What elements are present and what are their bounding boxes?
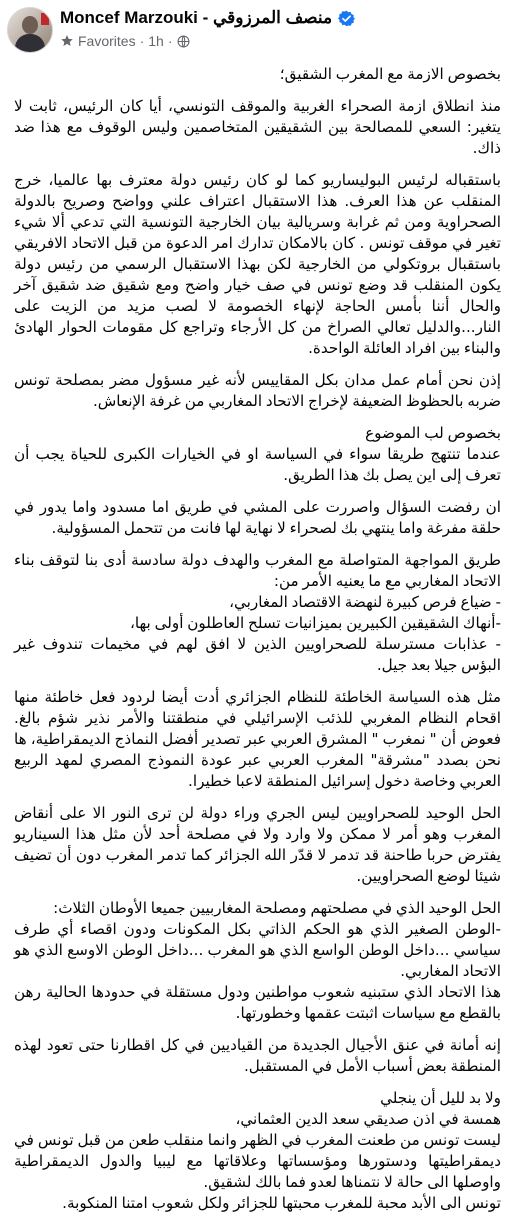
post-line: ولا بد لليل أن ينجلي	[380, 1089, 501, 1107]
meta-separator: ·	[139, 33, 145, 49]
star-icon	[60, 34, 74, 48]
post-header	[0, 0, 515, 62]
post-line: طريق المواجهة المتواصلة مع المغرب والهدف دولة سادسة أدى بنا لتوقف بناء الاتحاد المغاربي مع ما يعنيه الأمر من:	[14, 551, 501, 590]
post-line: الحل الوحيد الذي في مصلحتهم ومصلحة المغاربيين جميعا الأوطان الثلاث:	[53, 899, 501, 917]
post-time[interactable]: 1h	[148, 33, 164, 49]
author-row	[60, 8, 355, 28]
post-paragraph	[14, 687, 501, 792]
post-paragraph	[14, 803, 501, 887]
post-line: ان رفضت السؤال واصررت على المشي في طريق اما مسدود واما يدور في حلقة مفرغة واما ينتهي بك لصحراء لا نهاية لها فانت من تتحمل المسؤولية.	[14, 498, 501, 537]
post-paragraph	[14, 1088, 501, 1214]
verified-badge-icon	[338, 10, 355, 27]
post-paragraph	[14, 497, 501, 539]
post-paragraph	[14, 370, 501, 412]
post-line: باستقباله لرئيس البوليساريو كما لو كان رئيس دولة معترف بها عالميا، خرج المنقلب عن هذا العرف. هذا الاستقبال اعتراف علني وواضح وصريح بالدولة الصحراوية ومن ثم غرابة وسريالية بيان الخارجية التونسية التي تدعي ألا شيء تغير في موقف تونس . كان بالامكان تدارك امر الدعوة من قبل الاتحاد الافريقي باستقبال بروتكولي من الخارجية لكن بهذا الاستقبال الرسمي من رئيس دولة يكون المنقلب قد وضع تونس في صف خيار واضح ومع شقيق ضد شقيق آخر والحال أننا بأمس الحاجة لإنهاء الخصومة لا لصب مزيد من الزيت على النار...والدليل تعالي الصراخ من كل الأرجاء وتراجع كل مقومات الحوار الهادئ والبناء بين افراد العائلة الواحدة.	[14, 171, 501, 357]
post-body	[14, 64, 501, 1225]
post-paragraph	[14, 170, 501, 359]
meta-separator: ·	[167, 33, 173, 49]
post-paragraph	[14, 423, 501, 486]
post-line: - عذابات مسترسلة للصحراويين الذين لا افق لهم في مخيمات تندوف غير البؤس جيلا بعد جيل.	[14, 635, 501, 674]
post-line: إنه أمانة في عنق الأجيال الجديدة من القياديين في كل اقطارنا حتى تعود لهذه المنطقة بعض أسباب الأمل في المستقبل.	[14, 1036, 501, 1075]
author-name[interactable]: Moncef Marzouki - منصف المرزوقي	[60, 8, 333, 27]
post-paragraph	[14, 64, 501, 85]
post-line: -الوطن الصغير الذي هو الحكم الذاتي بكل المكونات ودون اقصاء أي طرف سياسي ...داخل الوطن الواسع الذي هو المغرب ...داخل الوطن الاوسع الذي هو الاتحاد المغاربي.	[14, 920, 501, 980]
post-paragraph	[14, 96, 501, 159]
post-paragraph	[14, 1035, 501, 1077]
post-line: منذ انطلاق ازمة الصحراء الغربية والموقف التونسي، أيا كان الرئيس، ثابت لا يتغير: السعي للمصالحة بين الشقيقين المتخاصمين وليس الوقوف مع هذا ضد ذاك.	[14, 97, 501, 157]
post-line: همسة في اذن صديقي سعد الدين العثماني،	[235, 1110, 501, 1128]
post-line: مثل هذه السياسة الخاطئة للنظام الجزائري أدت أيضا لردود فعل خاطئة منها اقحام النظام المغربي للذئب الإسرائيلي في منطقتنا والأمر نذير شؤم بالغ. فعوض أن " نمغرب " المشرق العربي عبر تصدير أفضل النماذج الديمقراطية، ها نحن بصدد "مشرقة" المغرب العربي عبر عودة النموذج المصري لمهد الربيع العربي وخاصة دخول إسرائيل المنطقة لاعبا خطيرا.	[14, 688, 501, 790]
globe-icon	[177, 35, 190, 48]
audience-label[interactable]: Favorites	[78, 33, 136, 49]
post-line: إذن نحن أمام عمل مدان بكل المقاييس لأنه غير مسؤول مضر بمصلحة تونس ضربه بالحظوظ الضعيفة لإخراج الاتحاد المغاربي من غرفة الإنعاش.	[14, 371, 501, 410]
author-avatar[interactable]	[7, 7, 53, 53]
post-line: - ضياع فرص كبيرة لنهضة الاقتصاد المغاربي،	[229, 593, 501, 611]
post-line: -أنهاك الشقيقين الكبيرين بميزانيات تسلح العاطلون أولى بها،	[130, 614, 501, 632]
post-line: الحل الوحيد للصحراويين ليس الجري وراء دولة لن ترى النور الا على أنقاض المغرب وهو أمر لا ممكن ولا وارد ولا في مصلحة أحد لأن مثل هذا السيناريو يفترض حربا طاحنة قد تدمر لا قدّر الله الجزائر كما تدمر المغرب دون أن تضيف شيئا لوضع الصحراويين.	[14, 804, 501, 885]
post-line: بخصوص لب الموضوع	[365, 424, 501, 442]
post-line: ليست تونس من طعنت المغرب في الظهر وانما منقلب طعن من قبل تونس في ديمقراطيتها ودستورها ومؤسساتها وعلاقاتها مع ليبيا والدول الديمقراطية واوصلها الى حالة لا نتمناها لعدو فما بالك لشقيق.	[14, 1131, 501, 1191]
post-meta	[60, 33, 190, 49]
post-paragraph	[14, 550, 501, 676]
post-line: هذا الاتحاد الذي ستبنيه شعوب مواطنين ودول مستقلة في حدودها الحالية رهن بالقطع مع سياسات اثبتت عقمها وخطورتها.	[14, 983, 501, 1022]
post-line: تونس الى الأبد محبة للمغرب محبتها للجزائر ولكل شعوب امتنا المنكوبة.	[62, 1194, 501, 1212]
post-line: بخصوص الازمة مع المغرب الشقيق؛	[279, 65, 501, 83]
post-paragraph	[14, 898, 501, 1024]
post-line: عندما تنتهج طريقا سواء في السياسة او في الخيارات الكبرى للحياة يجب أن تعرف إلى اين يصل بك هذا الطريق.	[14, 445, 501, 484]
